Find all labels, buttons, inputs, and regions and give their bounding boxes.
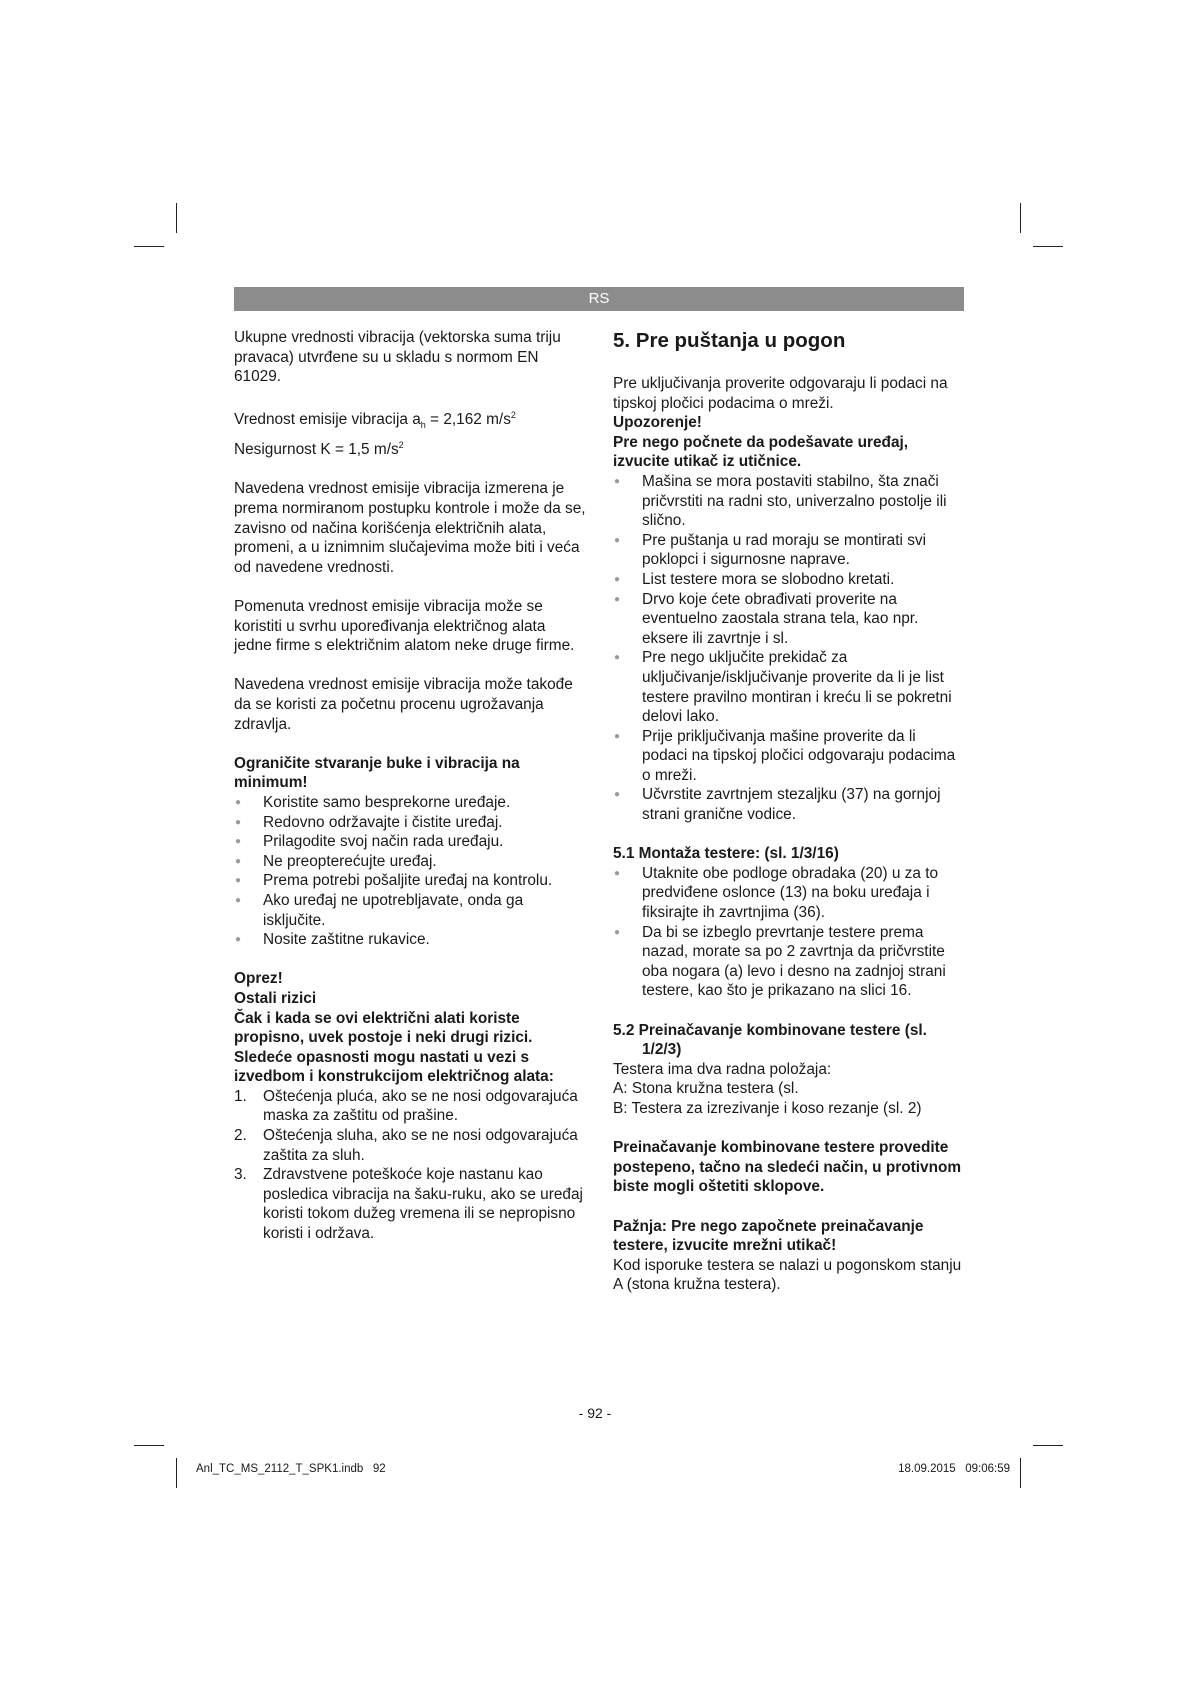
attention-note: Pažnja: Pre nego započnete preinačavanje testere, izvucite mrežni utikač! [613, 1217, 924, 1255]
list-item: ● Koristite samo besprekorne uređaje. [234, 793, 586, 813]
list-item: ● Da bi se izbeglo prevrtanje testere prema nazad, morate sa po 2 zavrtnja da pričvrstite oba nogara (a) levo i desno na zadnjoj strani testere, kao što je prikazano na slici 16. [613, 923, 965, 1001]
page-number: - 92 - [578, 1405, 612, 1421]
delivery-state-paragraph: Kod isporuke testera se nalazi u pogonskom stanju A (stona kružna testera). [613, 1256, 962, 1294]
caution-subtitle: Ostali rizici [234, 989, 317, 1007]
footer-timestamp: 18.09.2015 09:06:59 [898, 1463, 1010, 1475]
noise-heading: Ograničite stvaranje buke i vibracija na minimum! [234, 754, 520, 792]
warning-text: Pre nego počnete da podešavate uređaj, izvucite utikač iz utičnice. [613, 433, 909, 471]
vibration-total-paragraph: Ukupne vrednosti vibracija (vektorska suma triju pravaca) utvrđene su u skladu s normom EN 61029. [234, 329, 561, 386]
list-item: ● Redovno održavajte i čistite uređaj. [234, 813, 586, 833]
intro-paragraph: Pre uključivanja proverite odgovaraju li podaci na tipskoj pločici podacima o mreži. [613, 375, 948, 412]
list-item: ● Drvo koje ćete obrađivati proverite na eventuelno zaostala strana tela, kao npr. eksere ili zavrtnje i sl. [613, 590, 965, 649]
subsection-5-1-title: 5.1 Montaža testere: (sl. 1/3/16) [613, 845, 839, 863]
crop-mark-top-right-vertical [1020, 203, 1021, 233]
section-title: 5. Pre puštanja u pogon [613, 329, 846, 352]
language-code: RS [588, 290, 610, 307]
position-b-line: B: Testera za izrezivanje i koso rezanje (sl. 2) [613, 1099, 922, 1117]
caution-text: Čak i kada se ovi električni alati koriste propisno, uvek postoje i neki drugi rizici. Sledeće opasnosti mogu nastati u vezi s izvedbom i konstrukcijom električnog alata: [234, 1009, 554, 1086]
emission-assessment-paragraph: Navedena vrednost emisije vibracija može takođe da se koristi za početnu procenu ugrožavanja zdravlja. [234, 676, 573, 733]
left-column [234, 328, 586, 1244]
crop-mark-bottom-left-vertical [176, 1458, 177, 1488]
conversion-instruction: Preinačavanje kombinovane testere provedite postepeno, tačno na sledeći način, u protivnom biste mogli oštetiti sklopove. [613, 1139, 962, 1196]
list-item: ● Pre puštanja u rad moraju se montirati svi poklopci i sigurnosne naprave. [613, 531, 965, 570]
caution-title: Oprez! [234, 970, 283, 988]
list-item: ● Mašina se mora postaviti stabilno, šta znači pričvrstiti na radni sto, univerzalno postolje ili slično. [613, 472, 965, 531]
crop-mark-bottom-right-vertical [1020, 1458, 1021, 1488]
risks-list [234, 1087, 586, 1244]
language-header-bar [234, 287, 964, 311]
warning-title: Upozorenje! [613, 414, 702, 432]
right-column [613, 328, 965, 1295]
assembly-list [613, 864, 965, 1001]
list-item: ● Prilagodite svoj način rada uređaju. [234, 832, 586, 852]
list-item: 1. Oštećenja pluća, ako se ne nosi odgovarajuća maska za zaštitu od prašine. [234, 1087, 578, 1125]
uncertainty-line: Nesigurnost K = 1,5 $m/s^2$ [234, 440, 404, 459]
emission-value-line: Vrednost emisije vibracija $a_h = 2,162$ $m/s^2$ [234, 410, 516, 431]
list-item: ● Nosite zaštitne rukavice. [234, 930, 586, 950]
list-item: ● Učvrstite zavrtnjem stezaljku (37) na gornjoj strani granične vodice. [613, 785, 965, 824]
crop-mark-bottom-right-horizontal [1033, 1445, 1063, 1446]
footer-file-name: Anl_TC_MS_2112_T_SPK1.indb 92 [196, 1463, 386, 1475]
list-item: 2. Oštećenja sluha, ako se ne nosi odgovarajuća zaštita za sluh. [234, 1127, 578, 1164]
crop-mark-bottom-left-horizontal [134, 1445, 164, 1446]
list-item: ● Pre nego uključite prekidač za uključivanje/isključivanje proverite da li je list testere pravilno montiran i kreću li se pokretni delovi lako. [613, 648, 965, 726]
subsection-5-2-title: 5.2 Preinačavanje kombinovane testere (sl. 1/2/3) [613, 1021, 927, 1059]
list-item: ● Utaknite obe podloge obradaka (20) u za to predviđene oslonce (13) na boku uređaja i fiksirajte ih zavrtnjima (36). [613, 864, 965, 923]
list-item: ● Ne preopterećujte uređaj. [234, 852, 586, 872]
list-item: ● Prije priključivanja mašine proverite da li podaci na tipskoj pločici odgovaraju podacima o mreži. [613, 727, 965, 786]
emission-measured-paragraph: Navedena vrednost emisije vibracija izmerena je prema normiranom postupku kontrole i može da se, zavisno od načina korišćenja električnih alata, promeni, a u iznimnim slučajevima može biti i veća od navedene vrednosti. [234, 480, 586, 576]
emission-comparison-paragraph: Pomenuta vrednost emisije vibracija može se koristiti u svrhu upoređivanja električnog alata jedne firme s električnim alatom neke druge firme. [234, 598, 575, 655]
list-item: ● List testere mora se slobodno kretati. [613, 570, 965, 590]
checks-list [613, 472, 965, 825]
working-positions-line: Testera ima dva radna položaja: [613, 1060, 832, 1078]
crop-mark-top-left-vertical [176, 203, 177, 233]
crop-mark-top-right-horizontal [1033, 246, 1063, 247]
list-item: ● Ako uređaj ne upotrebljavate, onda ga isključite. [234, 891, 586, 930]
list-item: ● Prema potrebi pošaljite uređaj na kontrolu. [234, 871, 586, 891]
position-a-line: A: Stona kružna testera (sl. [613, 1080, 799, 1098]
noise-list [234, 793, 586, 950]
list-item: 3. Zdravstvene poteškoće koje nastanu kao posledica vibracija na šaku-ruku, ako se uređaj koristi tokom dužeg vremena ili se nepropisno koristi i održava. [234, 1166, 583, 1243]
crop-mark-top-left-horizontal [134, 246, 164, 247]
